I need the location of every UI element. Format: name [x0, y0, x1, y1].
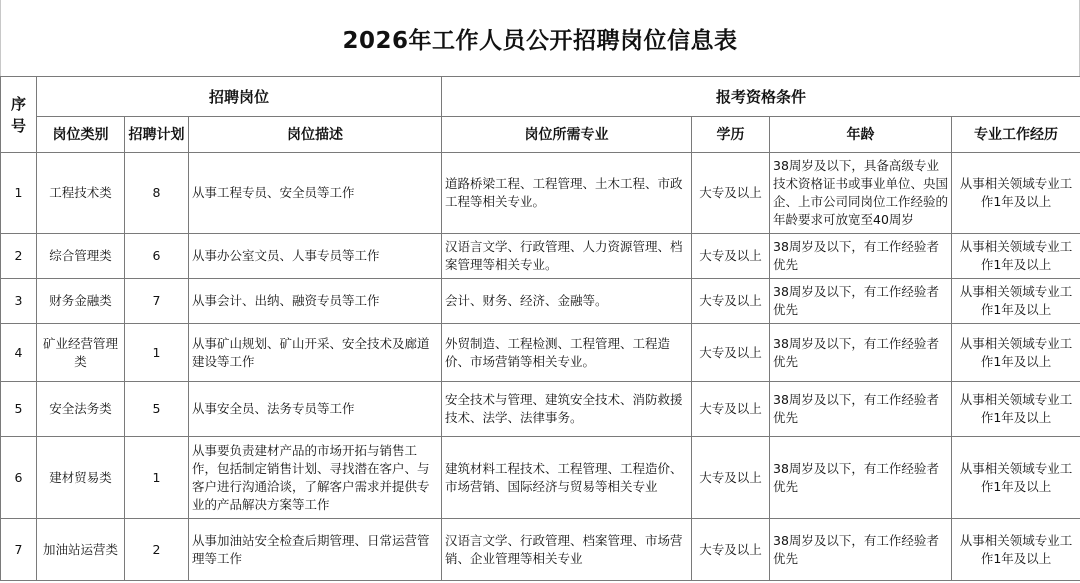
cell-plan: 2	[125, 519, 189, 581]
cell-experience: 从事相关领域专业工作1年及以上	[952, 234, 1080, 279]
header-age: 年龄	[770, 117, 952, 153]
table-row	[1, 153, 1080, 234]
table-row	[1, 437, 1080, 519]
cell-experience: 从事相关领域专业工作1年及以上	[952, 279, 1080, 324]
cell-education: 大专及以上	[692, 279, 770, 324]
cell-experience: 从事相关领域专业工作1年及以上	[952, 437, 1080, 519]
header-group-qualification: 报考资格条件	[442, 77, 1080, 117]
cell-category: 矿业经营管理类	[37, 324, 125, 382]
cell-major: 安全技术与管理、建筑安全技术、消防救援技术、法学、法律事务。	[442, 382, 692, 437]
cell-seq: 1	[1, 153, 37, 234]
cell-category: 综合管理类	[37, 234, 125, 279]
cell-seq: 3	[1, 279, 37, 324]
cell-plan: 6	[125, 234, 189, 279]
cell-seq: 5	[1, 382, 37, 437]
header-description: 岗位描述	[189, 117, 442, 153]
cell-experience: 从事相关领域专业工作1年及以上	[952, 324, 1080, 382]
cell-education: 大专及以上	[692, 437, 770, 519]
header-group-position: 招聘岗位	[37, 77, 442, 117]
cell-experience: 从事相关领域专业工作1年及以上	[952, 519, 1080, 581]
header-education: 学历	[692, 117, 770, 153]
cell-age: 38周岁及以下，有工作经验者优先	[770, 324, 952, 382]
table-row	[1, 382, 1080, 437]
cell-seq: 4	[1, 324, 37, 382]
cell-age: 38周岁及以下，有工作经验者优先	[770, 519, 952, 581]
cell-plan: 5	[125, 382, 189, 437]
cell-plan: 8	[125, 153, 189, 234]
cell-age: 38周岁及以下，具备高级专业技术资格证书或事业单位、央国企、上市公司同岗位工作经验的年龄要求可放宽至40周岁	[770, 153, 952, 234]
cell-description: 从事会计、出纳、融资专员等工作	[189, 279, 442, 324]
table-row	[1, 324, 1080, 382]
cell-education: 大专及以上	[692, 153, 770, 234]
cell-category: 工程技术类	[37, 153, 125, 234]
header-category: 岗位类别	[37, 117, 125, 153]
recruitment-table	[0, 76, 1080, 581]
cell-major: 汉语言文学、行政管理、人力资源管理、档案管理等相关专业。	[442, 234, 692, 279]
header-major: 岗位所需专业	[442, 117, 692, 153]
header-plan: 招聘计划	[125, 117, 189, 153]
cell-age: 38周岁及以下，有工作经验者优先	[770, 437, 952, 519]
table-row	[1, 279, 1080, 324]
cell-education: 大专及以上	[692, 382, 770, 437]
cell-category: 安全法务类	[37, 382, 125, 437]
cell-description: 从事要负责建材产品的市场开拓与销售工作，包括制定销售计划、寻找潜在客户、与客户进行沟通洽谈，了解客户需求并提供专业的产品解决方案等工作	[189, 437, 442, 519]
cell-major: 外贸制造、工程检测、工程管理、工程造价、市场营销等相关专业。	[442, 324, 692, 382]
cell-major: 会计、财务、经济、金融等。	[442, 279, 692, 324]
cell-seq: 6	[1, 437, 37, 519]
cell-plan: 7	[125, 279, 189, 324]
cell-description: 从事矿山规划、矿山开采、安全技术及廊道建设等工作	[189, 324, 442, 382]
cell-major: 汉语言文学、行政管理、档案管理、市场营销、企业管理等相关专业	[442, 519, 692, 581]
page-title: 2026年工作人员公开招聘岗位信息表	[0, 0, 1080, 76]
cell-age: 38周岁及以下，有工作经验者优先	[770, 382, 952, 437]
cell-major: 建筑材料工程技术、工程管理、工程造价、市场营销、国际经济与贸易等相关专业	[442, 437, 692, 519]
cell-seq: 7	[1, 519, 37, 581]
cell-category: 建材贸易类	[37, 437, 125, 519]
cell-education: 大专及以上	[692, 324, 770, 382]
cell-major: 道路桥梁工程、工程管理、土木工程、市政工程等相关专业。	[442, 153, 692, 234]
header-experience: 专业工作经历	[952, 117, 1080, 153]
cell-description: 从事加油站安全检查后期管理、日常运营管理等工作	[189, 519, 442, 581]
cell-education: 大专及以上	[692, 234, 770, 279]
header-seq: 序号	[1, 77, 37, 153]
cell-experience: 从事相关领域专业工作1年及以上	[952, 382, 1080, 437]
cell-education: 大专及以上	[692, 519, 770, 581]
cell-description: 从事工程专员、安全员等工作	[189, 153, 442, 234]
cell-description: 从事办公室文员、人事专员等工作	[189, 234, 442, 279]
cell-plan: 1	[125, 437, 189, 519]
cell-category: 加油站运营类	[37, 519, 125, 581]
cell-description: 从事安全员、法务专员等工作	[189, 382, 442, 437]
cell-seq: 2	[1, 234, 37, 279]
table-row	[1, 234, 1080, 279]
cell-experience: 从事相关领域专业工作1年及以上	[952, 153, 1080, 234]
cell-category: 财务金融类	[37, 279, 125, 324]
cell-age: 38周岁及以下，有工作经验者优先	[770, 279, 952, 324]
cell-plan: 1	[125, 324, 189, 382]
cell-age: 38周岁及以下，有工作经验者优先	[770, 234, 952, 279]
table-row	[1, 519, 1080, 581]
